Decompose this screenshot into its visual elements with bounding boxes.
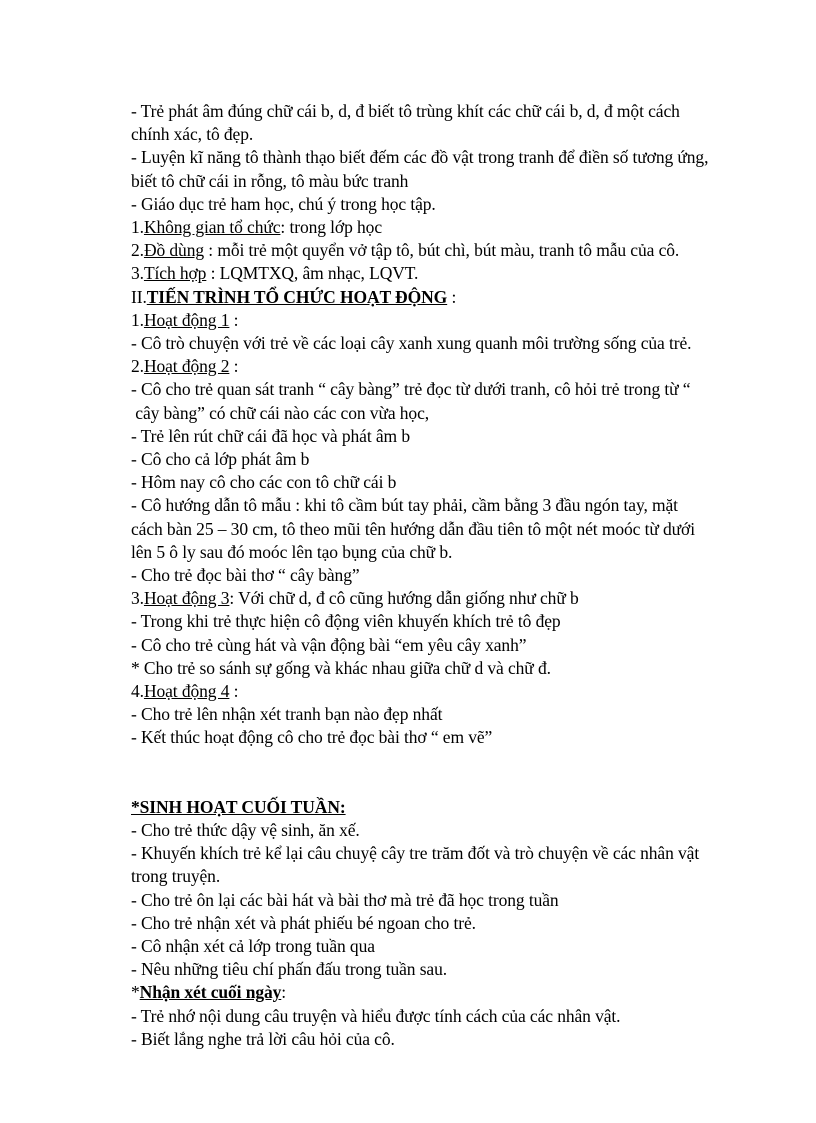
text-line: - Trẻ phát âm đúng chữ cái b, d, đ biết tô trùng khít các chữ cái b, d, đ một cách [131, 101, 680, 121]
text-line: - Khuyến khích trẻ kể lại câu chuyệ cây tre trăm đốt và trò chuyện về các nhân vật [131, 843, 700, 864]
text-line: * Cho trẻ so sánh sự gống và khác nhau giữa chữ d và chữ đ. [131, 657, 551, 678]
prep-label-space: Không gian tổ chức [143, 217, 281, 238]
prep-label-materials: Đồ dùng [143, 240, 205, 261]
text-line: cây bàng” có chữ cái nào các con vừa học, [131, 402, 430, 423]
prep-item-space: 1.Không gian tổ chức: trong lớp học [131, 217, 382, 238]
text-line: - Cô cho trẻ cùng hát và vận động bài “em yêu cây xanh” [131, 634, 527, 655]
text-line: - Cô trò chuyện với trẻ về các loại cây xanh xung quanh môi trường sống của trẻ. [131, 333, 692, 354]
prep-item-materials: 2.Đồ dùng : mỗi trẻ một quyển vở tập tô, bút chì, bút màu, tranh tô mẫu của cô. [131, 240, 680, 261]
text-line: - Cô hướng dẫn tô mẫu : khi tô cầm bút tay phải, cầm bằng 3 đầu ngón tay, mặt [131, 495, 678, 516]
spacer [131, 750, 771, 796]
text-line: trong truyện. [131, 866, 221, 887]
section-heading: II.TIẾN TRÌNH TỔ CHỨC HOẠT ĐỘNG : [131, 286, 457, 307]
text-line: chính xác, tô đẹp. [131, 124, 254, 145]
text-line: - Trẻ nhớ nội dung câu truyện và hiểu được tính cách của các nhân vật. [131, 1005, 621, 1026]
text-line: cách bàn 25 – 30 cm, tô theo mũi tên hướng dẫn đầu tiên tô một nét moóc từ dưới [131, 518, 695, 539]
text-line: - Cô nhận xét cả lớp trong tuần qua [131, 935, 375, 956]
text-line: - Cho trẻ thức dậy vệ sinh, ăn xế. [131, 819, 360, 840]
text-line: biết tô chữ cái in rỗng, tô màu bức tranh [131, 170, 409, 191]
text-line: - Nêu những tiêu chí phấn đấu trong tuần sau. [131, 959, 448, 980]
text-line: lên 5 ô ly sau đó moóc lên tạo bụng của chữ b. [131, 541, 453, 562]
text-line: - Trong khi trẻ thực hiện cô động viên khuyến khích trẻ tô đẹp [131, 611, 561, 632]
text-line: - Cô cho trẻ quan sát tranh “ cây bàng” trẻ đọc từ dưới tranh, cô hỏi trẻ trong từ “ [131, 379, 691, 400]
text-line: - Cho trẻ lên nhận xét tranh bạn nào đẹp nhất [131, 704, 443, 725]
text-line: - Luyện kĩ năng tô thành thạo biết đếm các đồ vật trong tranh để điền số tương ứng, [131, 147, 709, 168]
prep-item-integration: 3.Tích hợp : LQMTXQ, âm nhạc, LQVT. [131, 263, 419, 284]
text-line: - Biết lắng nghe trả lời câu hỏi của cô. [131, 1028, 395, 1049]
text-line: - Cho trẻ nhận xét và phát phiếu bé ngoan cho trẻ. [131, 912, 476, 933]
text-line: - Cô cho cả lớp phát âm b [131, 449, 310, 470]
intro-block [131, 100, 771, 216]
activity-heading-3: 3.Hoạt động 3: Với chữ d, đ cô cũng hướng dẫn giống như chữ b [131, 588, 579, 609]
text-line: - Giáo dục trẻ ham học, chú ý trong học tập. [131, 193, 436, 214]
section-title: TIẾN TRÌNH TỔ CHỨC HOẠT ĐỘNG [146, 286, 448, 307]
review-heading: *Nhận xét cuối ngày: [131, 982, 287, 1003]
activity-heading-4: 4.Hoạt động 4 : [131, 681, 239, 702]
text-line: - Cho trẻ ôn lại các bài hát và bài thơ mà trẻ đã học trong tuần [131, 889, 559, 910]
weekend-heading: *SINH HOẠT CUỐI TUẦN: [131, 796, 346, 817]
prep-label-integration: Tích hợp [143, 263, 207, 284]
text-line: - Cho trẻ đọc bài thơ “ cây bàng” [131, 565, 360, 586]
text-line: - Hôm nay cô cho các con tô chữ cái b [131, 472, 397, 493]
text-line: - Trẻ lên rút chữ cái đã học và phát âm b [131, 425, 410, 446]
activity-heading-2: 2.Hoạt động 2 : [131, 356, 239, 377]
document-page [131, 100, 771, 1051]
activity-heading-1: 1.Hoạt động 1 : [131, 309, 239, 330]
text-line: - Kết thúc hoạt động cô cho trẻ đọc bài thơ “ em vẽ” [131, 727, 493, 748]
